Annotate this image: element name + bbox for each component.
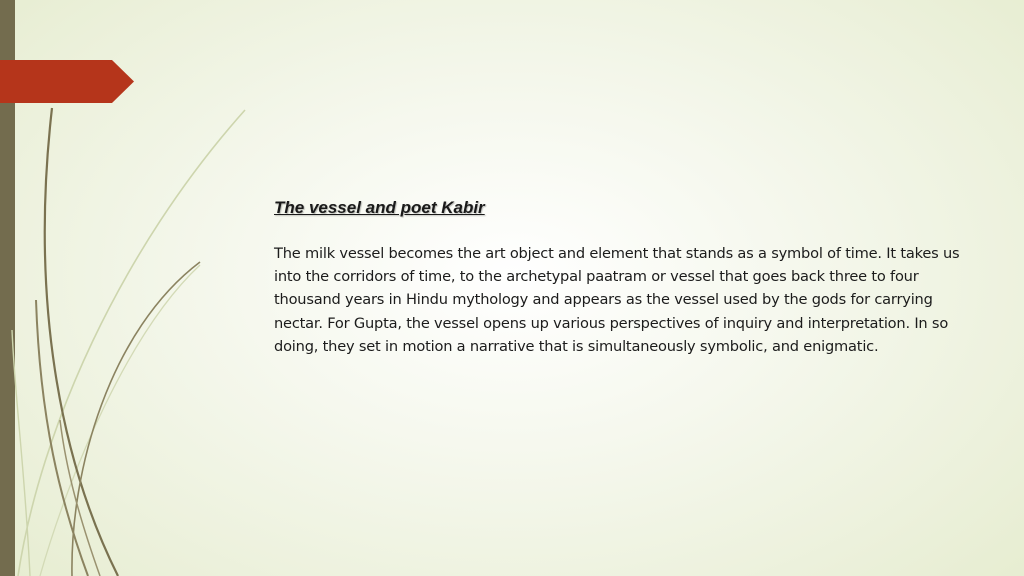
grass-stem-dark-1 [45, 108, 118, 576]
slide-content [274, 196, 964, 358]
red-accent-arrow [0, 60, 134, 103]
grass-stem-light-2 [12, 330, 30, 576]
slide-heading: The vessel and poet Kabir [274, 198, 485, 217]
slide-body-text: The milk vessel becomes the art object and element that stands as a symbol of time. It takes us into the corridors of time, to the archetypal paatram or vessel that goes back three to four thousand years in Hindu mythology and appears as the vessel used by the gods for carrying nectar. For Gupta, the vessel opens up various perspectives of inquiry and interpretation. In so doing, they set in motion a narrative that is simultaneously symbolic, and enigmatic. [274, 245, 960, 355]
grass-stem-dark-3 [72, 262, 200, 576]
